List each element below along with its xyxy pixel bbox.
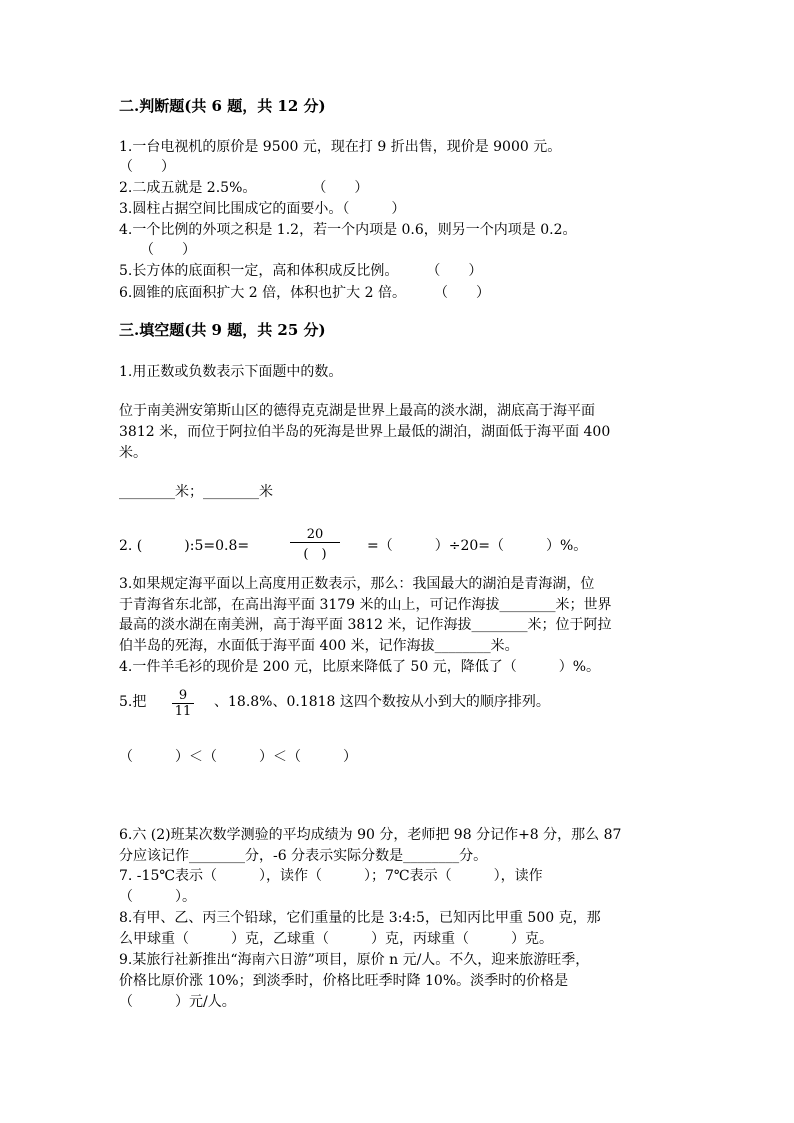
fill-q7-line2: （ ）。: [119, 889, 196, 905]
fill-q7-line1: 7. -15℃表示（ ），读作（ ）；7℃表示（ ），读作: [119, 868, 543, 884]
fill-q2-fraction: [290, 527, 340, 562]
judge-q4-answer: （ ）: [119, 242, 196, 258]
fill-q1-answer: ________米；________米: [119, 484, 273, 500]
fill-q8-line1: 8.有甲、乙、丙三个铅球，它们重量的比是 3:4:5，已知丙比甲重 500 克，那: [119, 910, 601, 926]
fill-q3-line3: 最高的淡水湖在南美洲，高于海平面 3812 米，记作海拔________米；位于阿拉: [119, 617, 612, 633]
fill-q5-answer: （ ）＜（ ）＜（ ）: [119, 749, 357, 765]
fill-q3-line4: 伯半岛的死海，水面低于海平面 400 米，记作海拔________米。: [119, 638, 519, 654]
fill-q9-line3: （ ）元/人。: [119, 994, 236, 1010]
fill-q5-left: 5.把: [119, 694, 147, 710]
judge-q1-answer: （ ）: [119, 159, 175, 175]
fill-q4: 4.一件羊毛衫的现价是 200 元，比原来降低了 50 元，降低了（ ）%。: [119, 659, 600, 675]
fill-q3-line2: 于青海省东北部，在高出海平面 3179 米的山上，可记作海拔________米；世界: [119, 597, 612, 613]
judge-q6: 6.圆锥的底面积扩大 2 倍，体积也扩大 2 倍。 （ ）: [119, 285, 490, 301]
fill-q6-line1: 6.六 (2)班某次数学测验的平均成绩为 90 分，老师把 98 分记作+8 分，那么 87: [119, 827, 622, 843]
judge-q3: 3.圆柱占据空间比围成它的面要小。（ ）: [119, 201, 406, 217]
fill-q9-line2: 价格比原价涨 10%；到淡季时，价格比旺季时降 10%。淡季时的价格是: [119, 973, 569, 989]
fill-q5-denominator: 11: [174, 704, 192, 719]
judge-q1-line1: 1.一台电视机的原价是 9500 元，现在打 9 折出售，现价是 9000 元。: [119, 139, 562, 155]
fill-q1-passage-line2: 3812 米，而位于阿拉伯半岛的死海是世界上最低的湖泊，湖面低于海平面 400: [119, 424, 611, 440]
judge-title: 二.判断题(共 6 题，共 12 分): [119, 97, 326, 115]
fill-q2-numerator: 20: [290, 527, 340, 543]
fill-title: 三.填空题(共 9 题，共 25 分): [119, 321, 326, 339]
fill-q2-right: =（ ）÷20=（ ）%。: [367, 538, 588, 554]
fill-q5-numerator: 9: [172, 688, 194, 704]
fill-q1-passage-line1: 位于南美洲安第斯山区的德得克克湖是世界上最高的淡水湖，湖底高于海平面: [119, 403, 595, 419]
judge-q4-line1: 4.一个比例的外项之积是 1.2，若一个内项是 0.6，则另一个内项是 0.2。: [119, 222, 577, 238]
fill-q1: 1.用正数或负数表示下面题中的数。: [119, 364, 343, 380]
judge-q5: 5.长方体的底面积一定，高和体积成反比例。 （ ）: [119, 263, 483, 279]
fill-q8-line2: 么甲球重（ ）克，乙球重（ ）克，丙球重（ ）克。: [119, 931, 553, 947]
fill-q3-line1: 3.如果规定海平面以上高度用正数表示，那么：我国最大的湖泊是青海湖，位: [119, 576, 595, 592]
fill-q2-left: 2. ( ):5=0.8=: [119, 538, 250, 554]
fill-q5-right: 、18.8%、0.1818 这四个数按从小到大的顺序排列。: [214, 694, 550, 710]
judge-q2: 2.二成五就是 2.5%。 （ ）: [119, 180, 369, 196]
fill-q9-line1: 9.某旅行社新推出“海南六日游”项目，原价 n 元/人。不久，迎来旅游旺季，: [119, 952, 590, 968]
fill-q6-line2: 分应该记作________分，-6 分表示实际分数是________分。: [119, 848, 488, 864]
fill-q2-denominator: ( ): [303, 547, 327, 562]
fill-q1-passage-line3: 米。: [119, 445, 147, 461]
fill-q5-fraction: [172, 688, 194, 719]
